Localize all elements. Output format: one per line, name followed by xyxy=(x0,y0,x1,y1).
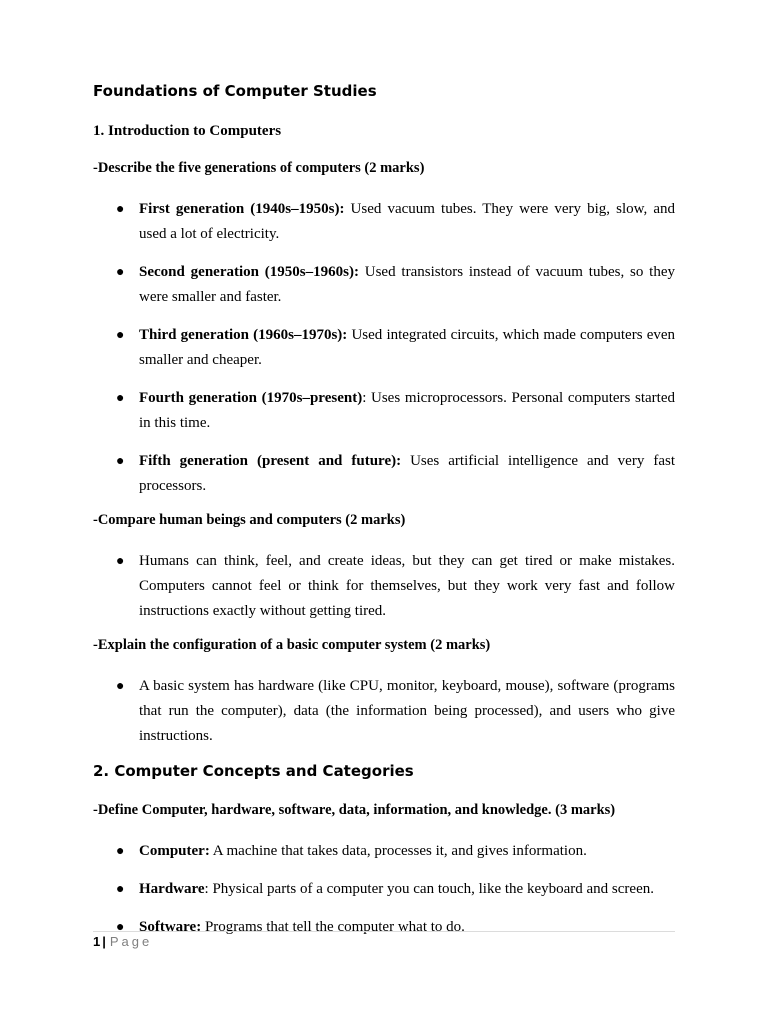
bullet-icon: ● xyxy=(116,882,125,897)
document-body xyxy=(93,82,675,953)
item-text: A basic system has hardware (like CPU, monitor, keyboard, mouse), software (programs that run the computer), data (the information being processed), and users who give instructions. xyxy=(139,678,675,744)
item-label: Second generation (1950s–1960s): xyxy=(139,264,359,280)
question-generations: -Describe the five generations of computers (2 marks) xyxy=(93,160,425,176)
section-1-heading: 1. Introduction to Computers xyxy=(93,123,282,139)
bullet-icon: ● xyxy=(116,554,125,569)
list-item xyxy=(93,549,675,624)
item-text: : Physical parts of a computer you can touch, like the keyboard and screen. xyxy=(204,881,654,897)
document-title: Foundations of Computer Studies xyxy=(93,82,377,100)
page-number: 1 xyxy=(93,934,101,949)
bullet-icon: ● xyxy=(116,920,125,935)
list-item xyxy=(93,877,675,902)
bullet-icon: ● xyxy=(116,844,125,859)
bullet-icon: ● xyxy=(116,265,125,280)
item-label: Fifth generation (present and future): xyxy=(139,453,402,469)
bullet-icon: ● xyxy=(116,454,125,469)
question-humans-vs-computers: -Compare human beings and computers (2 marks) xyxy=(93,512,406,528)
page-label: Page xyxy=(109,934,153,949)
list-item xyxy=(93,674,675,749)
item-text: : Uses microprocessors. Personal computers started in this time. xyxy=(139,390,675,431)
item-text: Used vacuum tubes. They were very big, slow, and used a lot of electricity. xyxy=(139,201,675,242)
generations-list xyxy=(93,197,675,499)
comparison-list xyxy=(93,549,675,624)
item-text: Uses artificial intelligence and very fast processors. xyxy=(139,453,675,494)
item-text: Humans can think, feel, and create ideas, but they can get tired or make mistakes. Computers cannot feel or think for themselves, but they work very fast and follow instructions exactly without getting tired. xyxy=(139,553,675,619)
bullet-icon: ● xyxy=(116,679,125,694)
item-text: A machine that takes data, processes it, and gives information. xyxy=(209,843,587,859)
item-text: Used integrated circuits, which made computers even smaller and cheaper. xyxy=(139,327,676,368)
item-text: Used transistors instead of vacuum tubes, so they were smaller and faster. xyxy=(139,264,675,305)
item-label: Hardware xyxy=(139,881,205,897)
list-item xyxy=(93,260,675,310)
page-footer xyxy=(93,931,675,949)
item-label: First generation (1940s–1950s): xyxy=(139,201,345,217)
item-label: Software: xyxy=(139,919,202,935)
item-label: Third generation (1960s–1970s): xyxy=(139,327,348,343)
question-definitions: -Define Computer, hardware, software, data, information, and knowledge. (3 marks) xyxy=(93,802,616,818)
definitions-list xyxy=(93,839,675,940)
list-item xyxy=(93,386,675,436)
bullet-icon: ● xyxy=(116,328,125,343)
bullet-icon: ● xyxy=(116,202,125,217)
list-item xyxy=(93,197,675,247)
footer-separator: | xyxy=(102,934,106,949)
configuration-list xyxy=(93,674,675,749)
section-2-heading: 2. Computer Concepts and Categories xyxy=(93,762,414,780)
list-item xyxy=(93,449,675,499)
bullet-icon: ● xyxy=(116,391,125,406)
list-item xyxy=(93,323,675,373)
item-label: Computer: xyxy=(139,843,210,859)
item-label: Fourth generation (1970s–present) xyxy=(139,390,363,406)
list-item xyxy=(93,839,675,864)
question-configuration: -Explain the configuration of a basic computer system (2 marks) xyxy=(93,637,491,653)
item-text: Programs that tell the computer what to do. xyxy=(201,919,465,935)
